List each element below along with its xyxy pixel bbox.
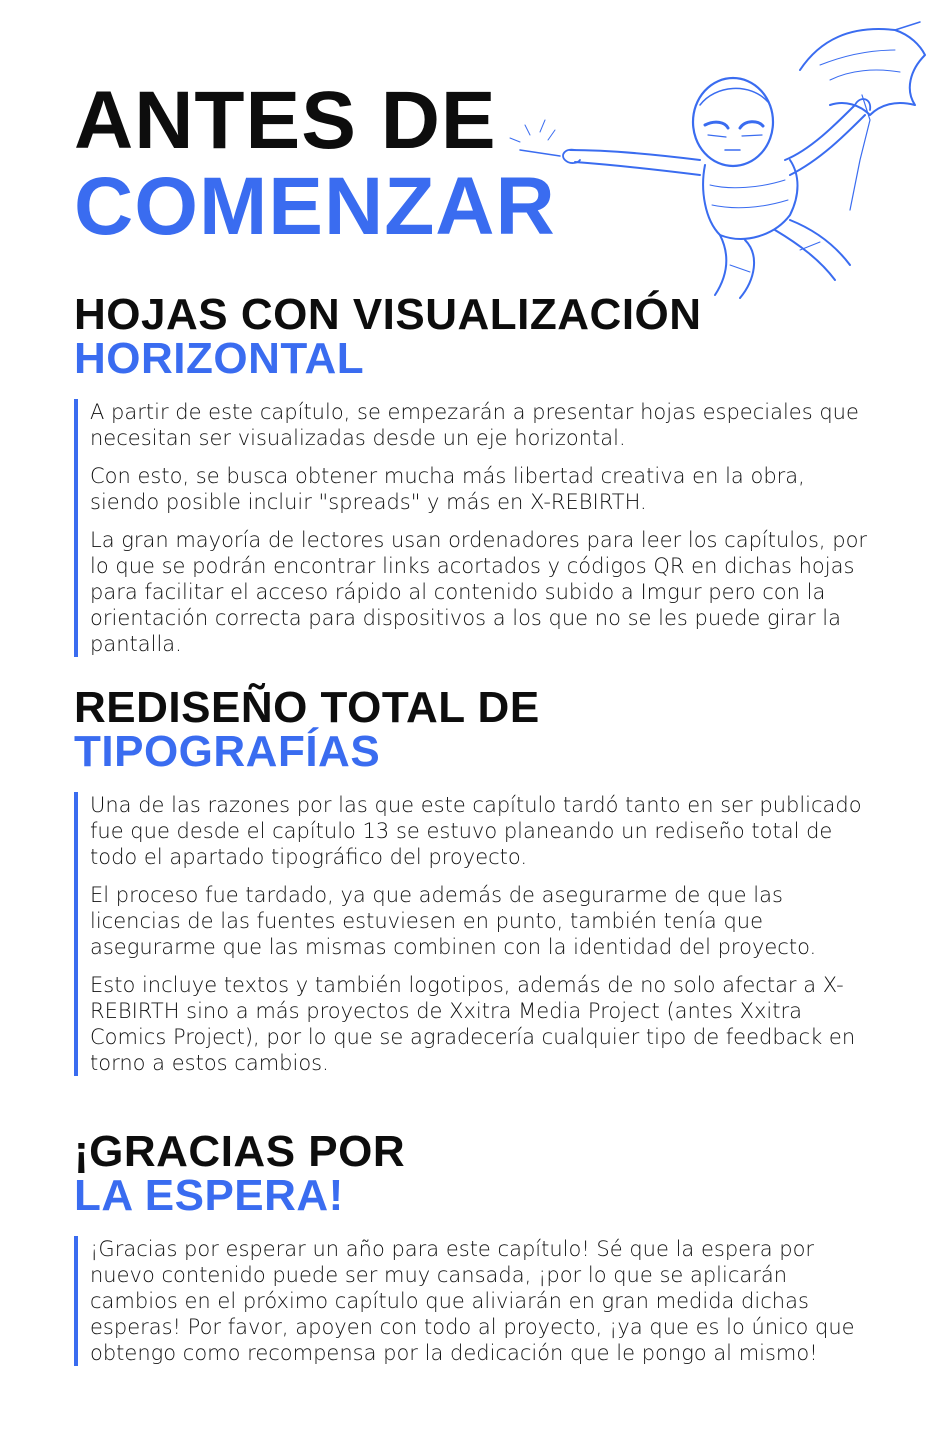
character-sketch-illustration bbox=[500, 10, 930, 300]
section-heading bbox=[74, 1127, 874, 1220]
paragraph: Una de las razones por las que este capítulo tardó tanto en ser publicado fue que desde el capítulo 13 se estuvo planeando un rediseño total de todo el apartado tipográfico del proyecto. bbox=[90, 793, 862, 869]
section-heading-line-2: LA ESPERA! bbox=[74, 1171, 344, 1220]
paragraph: El proceso fue tardado, ya que además de asegurarme de que las licencias de las fuentes estuviesen en punto, también tenía que asegurarme que las mismas combinen con la identidad del proyecto. bbox=[90, 883, 817, 959]
section-heading-line-1: HOJAS CON VISUALIZACIÓN bbox=[74, 290, 702, 339]
paragraph: A partir de este capítulo, se empezarán a presentar hojas especiales que necesitan ser visualizadas desde un eje horizontal. bbox=[90, 400, 859, 450]
section-body bbox=[74, 399, 874, 657]
page-title bbox=[74, 75, 556, 252]
section-body bbox=[74, 792, 874, 1076]
section-horizontal-pages bbox=[74, 290, 874, 657]
section-heading bbox=[74, 683, 874, 776]
title-line-1: ANTES DE bbox=[74, 75, 497, 166]
paragraph: Con esto, se busca obtener mucha más libertad creativa en la obra, siendo posible incluir "spreads" y más en X-REBIRTH. bbox=[90, 464, 805, 514]
section-heading-line-2: TIPOGRAFÍAS bbox=[74, 727, 381, 776]
paragraph: ¡Gracias por esperar un año para este capítulo! Sé que la espera por nuevo contenido puede ser muy cansada, ¡por lo que se aplicarán cambios en el próximo capítulo que aliviarán en gran medida dichas esperas! Por favor, apoyen con todo al proyecto, ¡ya que es lo único que obtengo como recompensa por la dedicación que le pongo al mismo! bbox=[90, 1237, 855, 1365]
paragraph: La gran mayoría de lectores usan ordenadores para leer los capítulos, por lo que se podrán encontrar links acortados y códigos QR en dichas hojas para facilitar el acceso rápido al contenido subido a Imgur pero con la orientación correcta para dispositivos a los que no se les puede girar la pantalla. bbox=[90, 528, 868, 656]
section-thanks bbox=[74, 1127, 874, 1366]
section-heading-line-1: REDISEÑO TOTAL DE bbox=[74, 683, 540, 732]
paragraph: Esto incluye textos y también logotipos, además de no solo afectar a X-REBIRTH sino a más proyectos de Xxitra Media Project (antes Xxitra Comics Project), por lo que se agradecería cualquier tipo de feedback en torno a estos cambios. bbox=[90, 973, 856, 1075]
section-typography-redesign bbox=[74, 683, 874, 1076]
section-body bbox=[74, 1236, 874, 1366]
section-heading-line-2: HORIZONTAL bbox=[74, 334, 365, 383]
section-heading-line-1: ¡GRACIAS POR bbox=[74, 1127, 406, 1176]
title-line-2: COMENZAR bbox=[74, 161, 556, 252]
section-heading bbox=[74, 290, 874, 383]
